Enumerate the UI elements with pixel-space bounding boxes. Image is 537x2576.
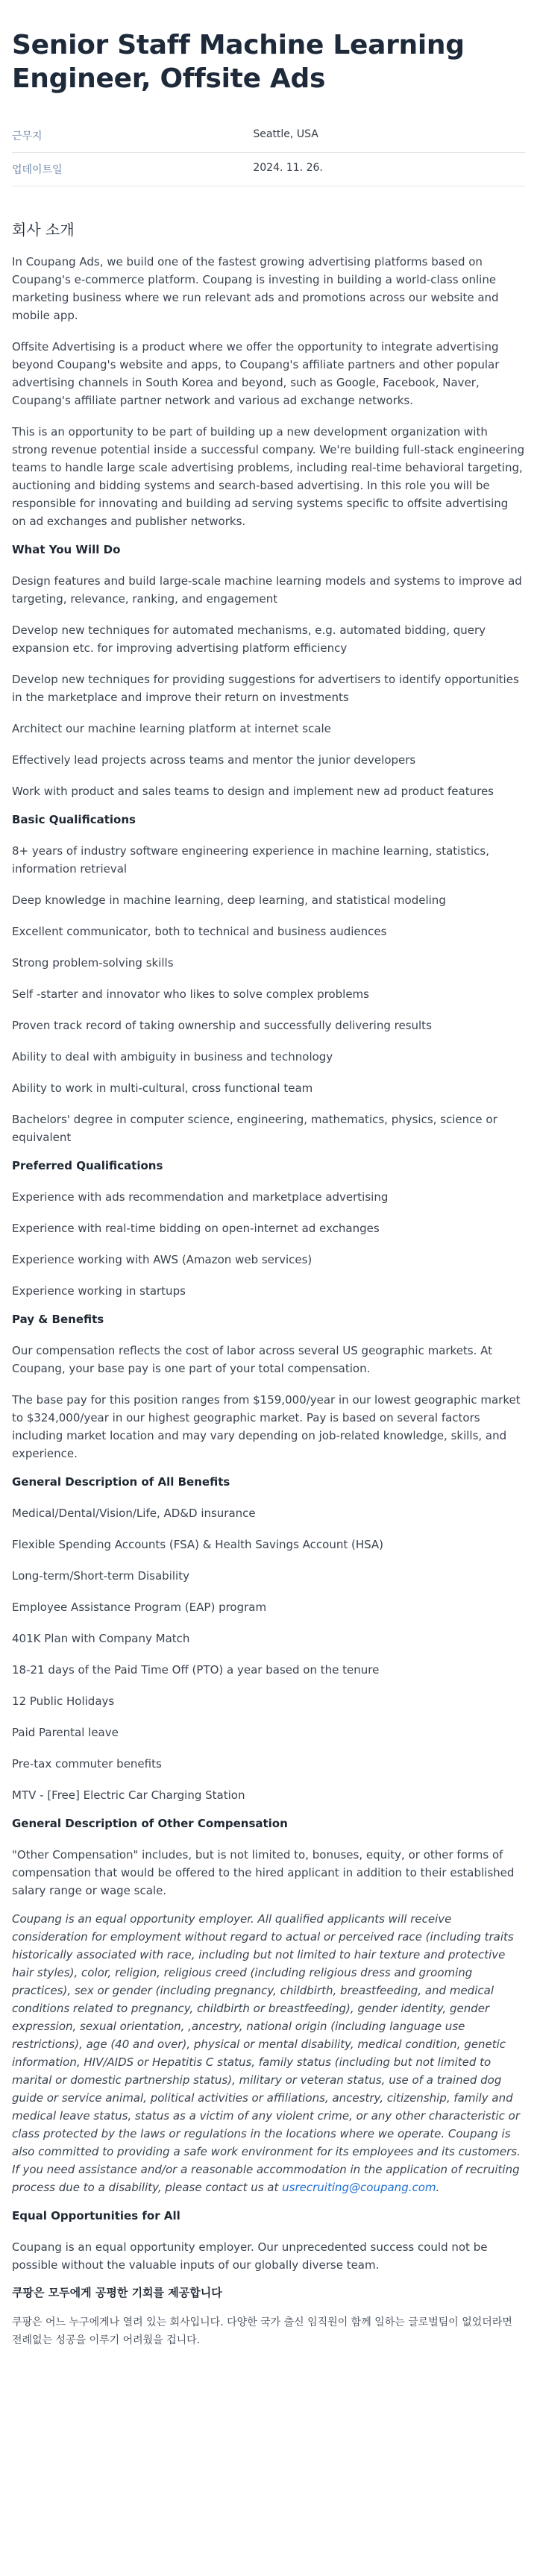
about-heading: 회사 소개 (12, 221, 75, 239)
about-paragraph: This is an opportunity to be part of building up a new development organization with strong revenue potential inside a successful company. We're building full-stack engineering teams to handle large scale advertising problems, including real-time behavioral targeting, auctioning and bidding systems and search-based advertising. In this role you will be responsible for innovating and building ad serving systems specific to offsite advertising on ad exchanges and publisher networks. (12, 425, 525, 528)
list-item: Effectively lead projects across teams and mentor the junior developers (12, 753, 416, 767)
list-item: Self -starter and innovator who likes to solve complex problems (12, 987, 369, 1001)
what-you-will-do-heading: What You Will Do (12, 543, 121, 556)
list-item: Develop new techniques for providing suggestions for advertisers to identify opportunities in the marketplace and improve their return on investments (12, 673, 519, 704)
list-item: Ability to deal with ambiguity in business and technology (12, 1050, 333, 1064)
job-title: Senior Staff Machine Learning Engineer, Offsite Ads (12, 30, 465, 94)
list-item: 401K Plan with Company Match (12, 1632, 190, 1645)
basic-qualifications-heading: Basic Qualifications (12, 813, 136, 826)
list-item: Pre-tax commuter benefits (12, 1757, 162, 1771)
list-item: Work with product and sales teams to design and implement new ad product features (12, 785, 494, 798)
list-item: Strong problem-solving skills (12, 956, 174, 970)
list-item: Experience with real-time bidding on open-internet ad exchanges (12, 1222, 380, 1235)
eeo-text: Coupang is an equal opportunity employer. All qualified applicants will receive consideration for employment without regard to actual or perceived race (including traits historically associated with race, including but not limited to hair texture and protective hair styles), color, religion, religious creed (including religious dress and grooming practices), sex or gender (including pregnancy, childbirth, breastfeeding, and medical conditions related to pregnancy, childbirth or breastfeeding), gender identity, gender expression, sexual orientation, ,ancestry, national origin (including language use restrictions), age (40 and over), physical or mental disability, medical condition, genetic information, HIV/AIDS or Hepatitis C status, family status (including but not limited to marital or domestic partnership status), military or veteran status, use of a trained dog guide or service animal, political activities or affiliations, ancestry, citizenship, family and medical leave status, status as a victim of any violent crime, or any other characteristic or class protected by the laws or regulations in the locations where we operate. Coupang is also committed to providing a safe work environment for its employees and its customers. If you need assistance and/or a reasonable accommodation in the application of recruiting process due to a disability, please contact us at (12, 1912, 521, 2194)
meta-value-updated: 2024. 11. 26. (253, 153, 525, 186)
korean-paragraph: 쿠팡은 어느 누구에게나 열려 있는 회사입니다. 다양한 국가 출신 임직원이 함께 일하는 글로벌팀이 없었더라면 전례없는 성공을 이루기 어려웠을 겁니다. (12, 2316, 512, 2346)
meta-value-location: Seattle, USA (253, 119, 525, 153)
list-item: Bachelors' degree in computer science, engineering, mathematics, physics, science or equivalent (12, 1113, 497, 1144)
pay-paragraph: Our compensation reflects the cost of labor across several US geographic markets. At Coupang, your base pay is one part of your total compensation. (12, 1344, 493, 1375)
list-item: Employee Assistance Program (EAP) program (12, 1600, 267, 1614)
meta-label-updated: 업데이트일 (12, 153, 253, 186)
benefits-heading: General Description of All Benefits (12, 1475, 230, 1489)
list-item: Experience working in startups (12, 1284, 186, 1298)
list-item: Architect our machine learning platform at internet scale (12, 722, 331, 735)
about-paragraph: In Coupang Ads, we build one of the fastest growing advertising platforms based on Coupang's e-commerce platform. Coupang is investing in building a world-class online marketing business where we run relevant ads and promotions across our website and mobile app. (12, 255, 499, 322)
list-item: Long-term/Short-term Disability (12, 1569, 189, 1583)
list-item: Experience with ads recommendation and marketplace advertising (12, 1190, 389, 1204)
meta-row-updated (12, 153, 525, 186)
list-item: Medical/Dental/Vision/Life, AD&D insurance (12, 1507, 256, 1520)
list-item: 12 Public Holidays (12, 1694, 115, 1708)
list-item: Design features and build large-scale machine learning models and systems to improve ad targeting, relevance, ranking, and engagement (12, 574, 522, 606)
list-item: Develop new techniques for automated mechanisms, e.g. automated bidding, query expansion etc. for improving advertising platform efficiency (12, 623, 486, 655)
other-compensation-paragraph: "Other Compensation" includes, but is not limited to, bonuses, equity, or other forms of compensation that would be offered to the hired applicant in addition to their established salary range or wage scale. (12, 1848, 515, 1897)
list-item: Deep knowledge in machine learning, deep learning, and statistical modeling (12, 893, 446, 907)
eeo-statement (12, 1910, 525, 2196)
job-meta-table (12, 119, 525, 186)
meta-label-location: 근무지 (12, 119, 253, 153)
list-item: Ability to work in multi-cultural, cross functional team (12, 1081, 313, 1095)
pay-benefits-heading: Pay & Benefits (12, 1313, 104, 1326)
list-item: Paid Parental leave (12, 1726, 119, 1739)
equal-opportunities-paragraph: Coupang is an equal opportunity employer. Our unprecedented success could not be possible without the valuable inputs of our globally diverse team. (12, 2240, 488, 2272)
pay-paragraph: The base pay for this position ranges from $159,000/year in our lowest geographic market to $324,000/year in our highest geographic market. Pay is based on several factors including market location and may vary depending on job-related knowledge, skills, and experience. (12, 1393, 521, 1460)
about-paragraph: Offsite Advertising is a product where we offer the opportunity to integrate advertising beyond Coupang's website and apps, to Coupang's affiliate partners and other popular advertising channels in South Korea and beyond, such as Google, Facebook, Naver, Coupang's affiliate partner network and various ad exchange networks. (12, 340, 500, 407)
equal-opportunities-heading: Equal Opportunities for All (12, 2209, 180, 2222)
list-item: MTV - [Free] Electric Car Charging Station (12, 1788, 245, 1802)
list-item: 18-21 days of the Paid Time Off (PTO) a year based on the tenure (12, 1663, 380, 1677)
eeo-end: . (436, 2181, 440, 2194)
recruiting-email-link[interactable]: usrecruiting@coupang.com (282, 2181, 436, 2194)
list-item: Proven track record of taking ownership and successfully delivering results (12, 1019, 432, 1032)
list-item: 8+ years of industry software engineering experience in machine learning, statistics, information retrieval (12, 844, 490, 876)
list-item: Experience working with AWS (Amazon web services) (12, 1253, 313, 1266)
list-item: Excellent communicator, both to technical and business audiences (12, 925, 387, 938)
list-item: Flexible Spending Accounts (FSA) & Health Savings Account (HSA) (12, 1538, 384, 1551)
preferred-qualifications-heading: Preferred Qualifications (12, 1159, 163, 1172)
meta-row-location (12, 119, 525, 153)
other-compensation-heading: General Description of Other Compensation (12, 1817, 288, 1830)
korean-heading: 쿠팡은 모두에게 공평한 기회를 제공합니다 (12, 2286, 222, 2299)
